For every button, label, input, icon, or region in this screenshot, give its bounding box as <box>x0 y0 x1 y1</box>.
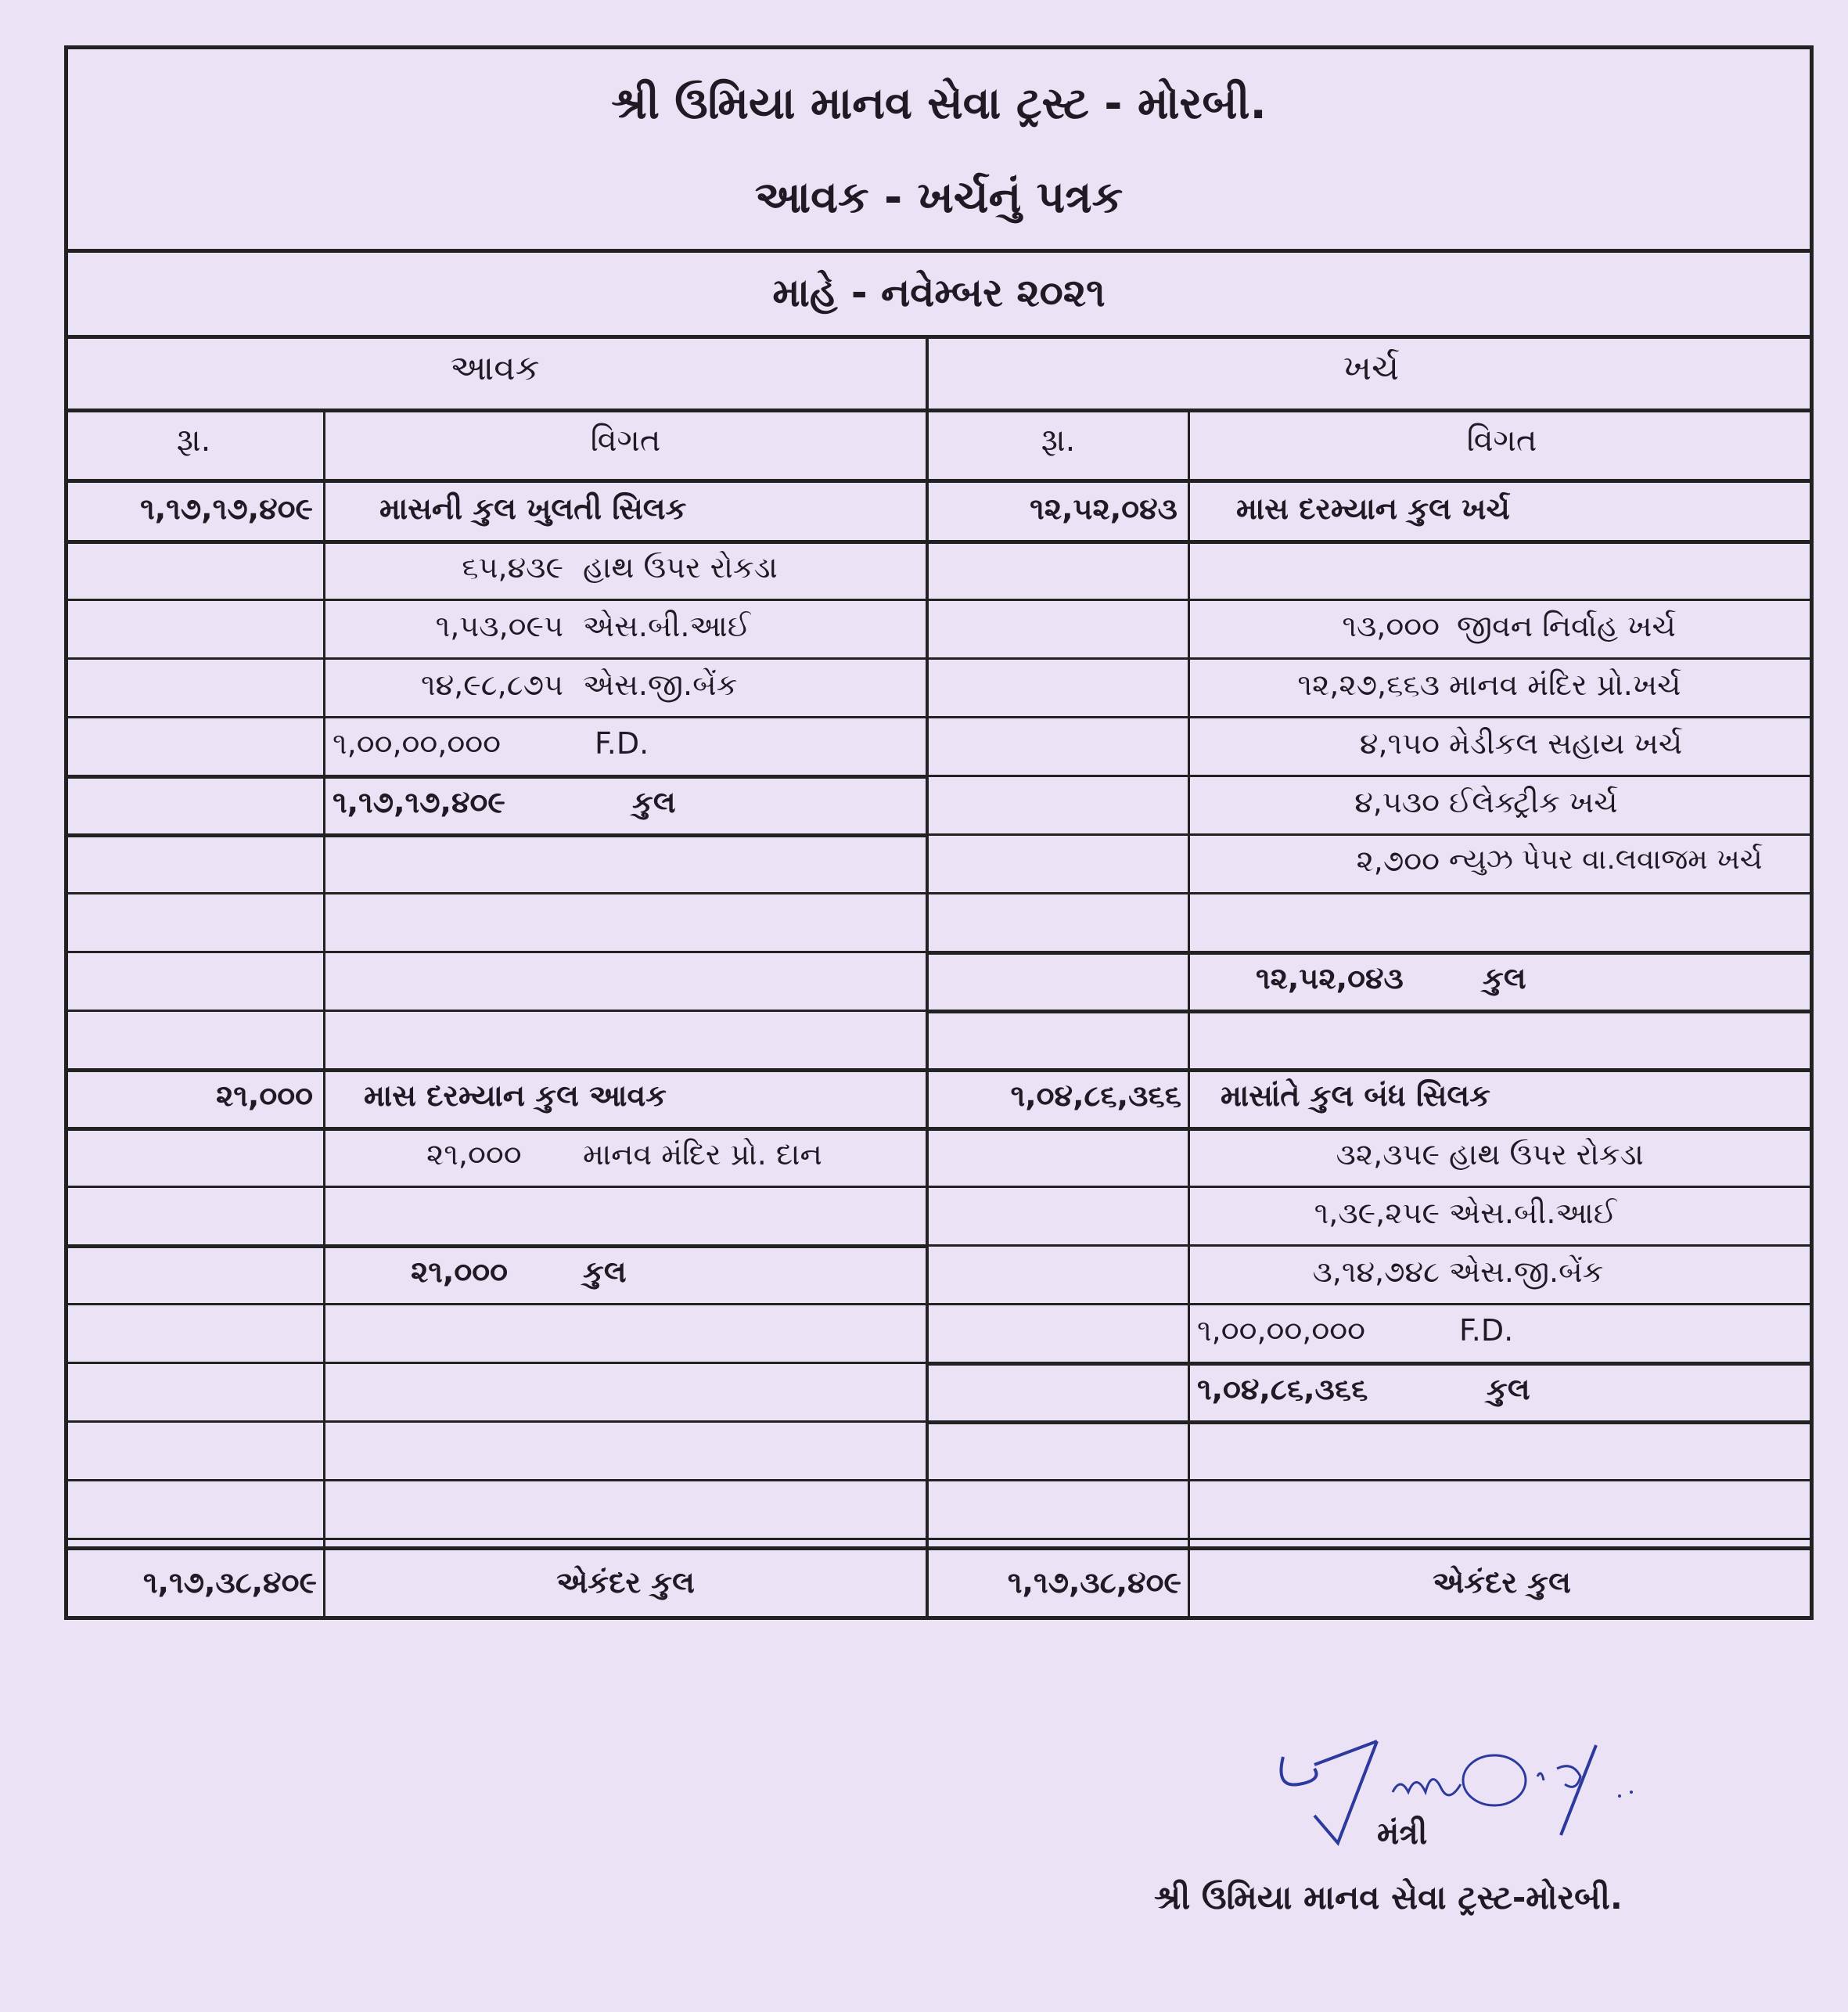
row-divider <box>929 1303 1814 1305</box>
income-grand-total-label: એકંદર કુલ <box>556 1565 695 1600</box>
row-divider <box>64 1068 926 1072</box>
income-opening-item-amount: ૧,૫૩,૦૯૫ <box>435 609 563 643</box>
row-divider <box>929 1010 1814 1013</box>
income-monthly-label: માસ દરમ્યાન કુલ આવક <box>364 1078 667 1113</box>
row-divider <box>929 599 1814 601</box>
expense-item-amount: ૨,૭૦૦ <box>1356 844 1440 878</box>
expense-item-amount: ૪,૧૫૦ <box>1359 726 1440 761</box>
expense-item-label: માનવ મંદિર પ્રો.ખર્ચ <box>1449 668 1681 702</box>
row-divider <box>929 1420 1814 1424</box>
divider-colheads <box>64 479 1814 483</box>
expense-monthly-amount: ૧૨,૫૨,૦૪૩ <box>1030 491 1177 526</box>
expense-closing-amount: ૧,૦૪,૮૬,૩૬૬ <box>1010 1078 1181 1113</box>
row-divider <box>64 1303 926 1305</box>
row-divider <box>64 1479 926 1481</box>
vline-left-amount <box>323 409 325 1618</box>
expense-monthly-total-amount: ૧૨,૫૨,૦૪૩ <box>1256 961 1404 995</box>
divider-sections <box>64 409 1814 412</box>
row-divider <box>64 716 926 718</box>
row-divider <box>64 540 926 544</box>
income-monthly-amount: ૨૧,૦૦૦ <box>216 1078 313 1113</box>
section-income-heading: આવક <box>450 348 540 388</box>
org-title: શ્રી ઉમિયા માનવ સેવા ટ્રસ્ટ - મોરબી. <box>611 78 1267 129</box>
income-monthly-total-amount: ૨૧,૦૦૦ <box>411 1254 508 1289</box>
row-divider <box>929 1479 1814 1481</box>
expense-item-label: જીવન નિર્વાહ ખર્ચ <box>1457 609 1676 643</box>
expense-item-amount: ૧૨,૨૭,૬૬૩ <box>1297 668 1440 702</box>
expense-closing-item-amount: ૧,૦૦,૦૦,૦૦૦ <box>1197 1313 1365 1348</box>
row-divider <box>64 951 926 953</box>
expense-closing-item-label: F.D. <box>1459 1313 1514 1348</box>
expense-closing-item-amount: ૩,૧૪,૭૪૮ <box>1312 1254 1440 1289</box>
row-divider <box>64 1538 926 1540</box>
expense-grand-total-label: એકંદર કુલ <box>1433 1565 1571 1600</box>
income-monthly-item-amount: ૨૧,૦૦૦ <box>426 1137 522 1172</box>
income-opening-total-amount: ૧,૧૭,૧૭,૪૦૯ <box>333 785 505 819</box>
income-monthly-total-label: કુલ <box>583 1254 627 1289</box>
income-opening-item-amount: ૧૪,૯૮,૮૭૫ <box>420 668 563 702</box>
row-divider <box>929 540 1814 544</box>
row-divider <box>929 657 1814 660</box>
row-divider <box>929 833 1814 836</box>
expense-item-amount: ૧૩,૦૦૦ <box>1342 609 1440 643</box>
row-divider <box>929 1127 1814 1131</box>
row-divider <box>929 775 1814 777</box>
income-monthly-item-label: માનવ મંદિર પ્રો. દાન <box>583 1137 822 1172</box>
signature-icon <box>1267 1726 1674 1851</box>
row-divider <box>929 1068 1814 1072</box>
expense-closing-item-label: એસ.બી.આઈ <box>1449 1196 1617 1230</box>
income-opening-total-label: કુલ <box>632 785 676 819</box>
expense-details-header: વિગત <box>1466 423 1537 459</box>
income-opening-label: માસની કુલ ખુલતી સિલક <box>379 491 687 526</box>
row-divider <box>929 1362 1814 1366</box>
expense-closing-total-amount: ૧,૦૪,૮૬,૩૬૬ <box>1197 1372 1368 1406</box>
divider-title <box>64 249 1814 253</box>
divider-grandtotal <box>64 1546 1814 1550</box>
income-opening-item-label: હાથ ઉપર રોકડા <box>583 550 778 585</box>
income-grand-total-amount: ૧,૧૭,૩૮,૪૦૯ <box>142 1565 317 1600</box>
row-divider <box>929 892 1814 894</box>
expense-amount-header: રૂા. <box>1041 423 1076 459</box>
period-label: માહે - નવેમ્બર ૨૦૨૧ <box>772 270 1106 315</box>
income-opening-item-label: એસ.જી.બેંક <box>583 668 738 702</box>
row-divider <box>64 892 926 894</box>
row-divider <box>64 1362 926 1364</box>
row-divider <box>929 1244 1814 1247</box>
vline-right-amount <box>1188 409 1190 1618</box>
expense-closing-item-amount: ૩૨,૩૫૯ <box>1336 1137 1440 1172</box>
section-expense-heading: ખર્ચ <box>1343 348 1400 388</box>
signatory-designation: મંત્રી <box>1377 1816 1428 1852</box>
row-divider <box>64 833 926 837</box>
row-divider <box>64 1010 926 1012</box>
row-divider <box>64 657 926 660</box>
row-divider <box>64 775 926 779</box>
income-opening-item-label: F.D. <box>595 726 649 761</box>
row-divider <box>64 1127 926 1131</box>
row-divider <box>64 1186 926 1188</box>
row-divider <box>64 1244 926 1248</box>
row-divider <box>64 599 926 601</box>
expense-monthly-total-label: કુલ <box>1483 961 1526 995</box>
vline-mid <box>926 335 929 1618</box>
footer-organization: શ્રી ઉમિયા માનવ સેવા ટ્રસ્ટ-મોરબી. <box>1154 1878 1623 1917</box>
row-divider <box>929 1186 1814 1188</box>
income-opening-item-amount: ૧,૦૦,૦૦,૦૦૦ <box>333 726 501 761</box>
row-divider <box>929 1538 1814 1540</box>
row-divider <box>929 716 1814 718</box>
expense-item-label: ન્યુઝ પેપર વા.લવાજમ ખર્ચ <box>1449 844 1763 876</box>
expense-item-label: ઈલેક્ટ્રીક ખર્ચ <box>1449 785 1618 819</box>
expense-grand-total-amount: ૧,૧૭,૩૮,૪૦૯ <box>1007 1565 1181 1600</box>
row-divider <box>929 951 1814 955</box>
income-opening-amount: ૧,૧૭,૧૭,૪૦૯ <box>140 491 313 526</box>
expense-closing-total-label: કુલ <box>1487 1372 1530 1406</box>
expense-closing-item-amount: ૧,૩૯,૨૫૯ <box>1314 1196 1440 1230</box>
expense-closing-item-label: હાથ ઉપર રોકડા <box>1449 1137 1644 1172</box>
row-divider <box>64 1420 926 1423</box>
divider-period <box>64 335 1814 339</box>
expense-item-label: મેડીકલ સહાય ખર્ચ <box>1449 726 1683 761</box>
income-amount-header: રૂા. <box>176 423 211 459</box>
expense-closing-label: માસાંતે કુલ બંધ સિલક <box>1221 1078 1490 1113</box>
expense-item-amount: ૪,૫૩૦ <box>1354 785 1440 819</box>
income-opening-item-amount: ૬૫,૪૩૯ <box>462 550 563 585</box>
income-details-header: વિગત <box>590 423 661 459</box>
statement-title: આવક - ખર્ચનું પત્રક <box>754 172 1124 223</box>
expense-closing-item-label: એસ.જી.બેંક <box>1449 1254 1604 1289</box>
expense-monthly-label: માસ દરમ્યાન કુલ ખર્ચ <box>1236 491 1510 526</box>
income-opening-item-label: એસ.બી.આઈ <box>583 609 751 643</box>
